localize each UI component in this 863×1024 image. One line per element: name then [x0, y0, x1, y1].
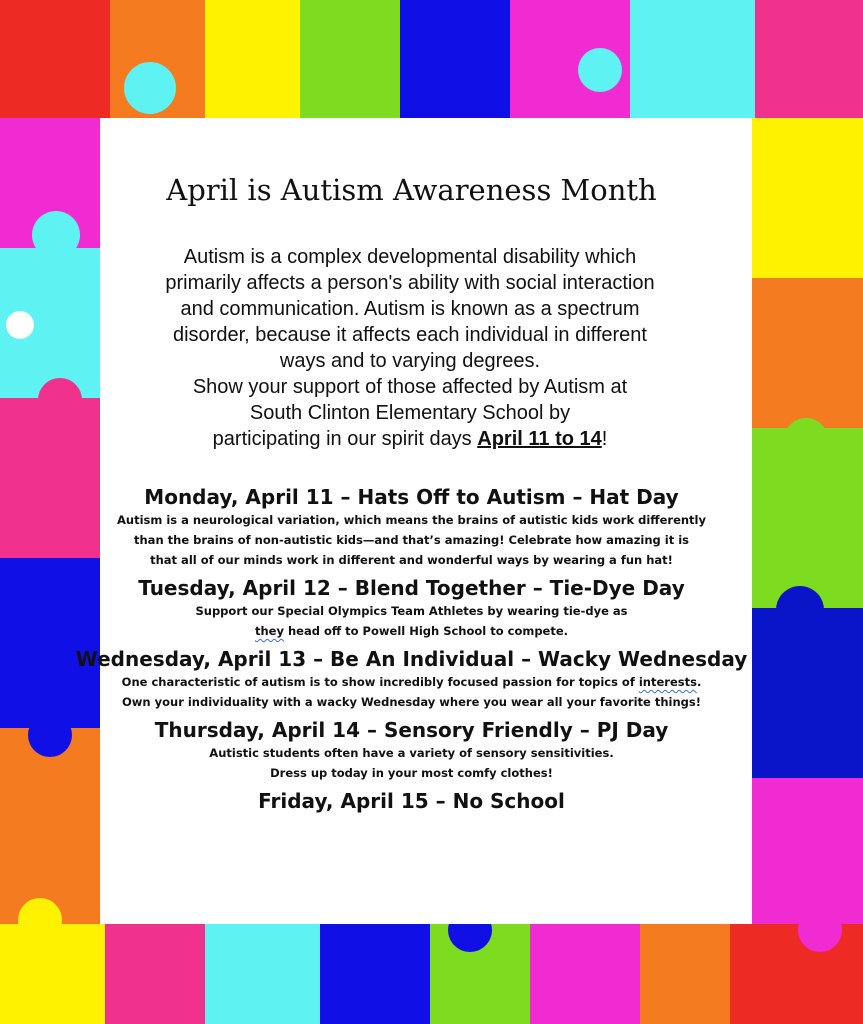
puzzle-piece: [205, 924, 320, 1024]
intro-line: Autism is a complex developmental disability which: [183, 246, 637, 268]
day-title: Friday, April 15 – No School: [258, 789, 565, 813]
puzzle-knob: [18, 898, 62, 942]
puzzle-piece: [640, 924, 735, 1024]
puzzle-knob: [6, 311, 34, 339]
puzzle-piece: [730, 924, 863, 1024]
day-description-line: Own your individuality with a wacky Wednesday where you wear all your favorite things!: [122, 695, 701, 709]
intro-end: !: [601, 428, 608, 450]
puzzle-piece: [400, 0, 515, 118]
spellcheck-word: they: [254, 624, 284, 638]
puzzle-piece: [205, 0, 305, 118]
puzzle-piece: [105, 924, 210, 1024]
day-wednesday: [0, 646, 823, 712]
day-description-text: .: [696, 675, 702, 689]
day-description-text: head off to Powell High School to compete.: [283, 624, 569, 638]
intro-line: South Clinton Elementary School by: [249, 402, 571, 424]
flyer-title: April is Autism Awareness Month: [166, 173, 657, 207]
puzzle-knob: [32, 211, 80, 259]
puzzle-knob: [766, 4, 814, 52]
spellcheck-word: interests: [638, 675, 697, 689]
day-title: Monday, April 11 – Hats Off to Autism – Hat Day: [144, 485, 679, 509]
day-description-line: than the brains of non-autistic kids—and that’s amazing! Celebrate how amazing it is: [134, 533, 689, 547]
day-title: Wednesday, April 13 – Be An Individual – Wacky Wednesday: [75, 647, 748, 671]
puzzle-knob: [784, 418, 828, 462]
day-title: Tuesday, April 12 – Blend Together – Tie-Dye Day: [138, 576, 685, 600]
day-tuesday: [0, 575, 823, 641]
day-description-line: Autism is a neurological variation, which means the brains of autistic kids work differently: [117, 513, 706, 527]
day-friday: [0, 788, 823, 814]
puzzle-knob: [124, 62, 176, 114]
day-description-line: [0, 672, 823, 692]
day-description-line: Autistic students often have a variety of sensory sensitivities.: [209, 746, 614, 760]
day-title: Thursday, April 14 – Sensory Friendly – PJ Day: [154, 718, 669, 742]
intro-line: and communication. Autism is known as a spectrum: [180, 298, 640, 320]
puzzle-piece: [630, 0, 760, 118]
puzzle-knob: [38, 378, 82, 422]
day-description-line: Dress up today in your most comfy clothes!: [270, 766, 553, 780]
day-description-line: Support our Special Olympics Team Athletes by wearing tie-dye as: [195, 604, 628, 618]
puzzle-piece: [320, 924, 430, 1024]
day-description-line: that all of our minds work in different and wonderful ways by wearing a fun hat!: [150, 553, 673, 567]
day-description-line: [0, 621, 823, 641]
puzzle-piece: [0, 924, 110, 1024]
intro-line: ways and to varying degrees.: [279, 350, 541, 372]
intro-paragraph: [110, 244, 710, 452]
intro-line: primarily affects a person's ability with social interaction: [165, 272, 655, 294]
intro-text: participating in our spirit days: [212, 428, 478, 450]
day-description-text: One characteristic of autism is to show incredibly focused passion for topics of: [121, 675, 639, 689]
intro-line: disorder, because it affects each individual in different: [172, 324, 647, 346]
puzzle-knob: [798, 908, 842, 952]
puzzle-piece: [752, 278, 863, 428]
day-monday: [0, 484, 823, 570]
puzzle-knob: [578, 48, 622, 92]
intro-line: [110, 426, 710, 452]
spirit-days-dates: April 11 to 14: [477, 428, 602, 450]
puzzle-piece: [0, 0, 120, 118]
puzzle-piece: [300, 0, 400, 118]
day-thursday: [0, 717, 823, 783]
intro-line: Show your support of those affected by Autism at: [192, 376, 628, 398]
puzzle-piece: [530, 924, 645, 1024]
